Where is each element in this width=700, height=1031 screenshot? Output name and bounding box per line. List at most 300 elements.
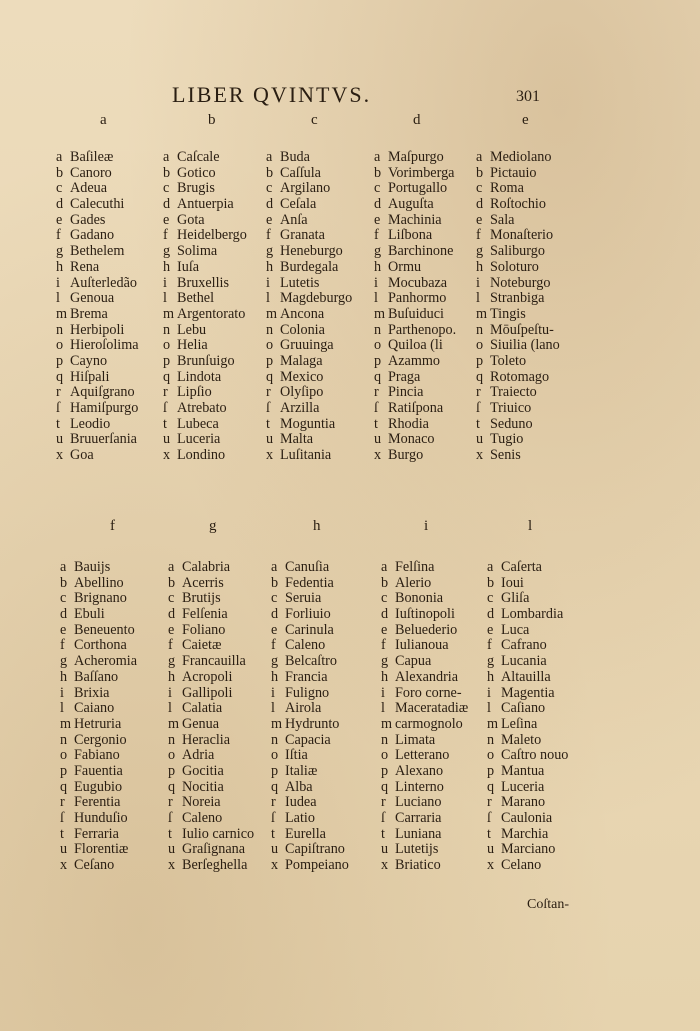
list-item bbox=[163, 260, 247, 276]
list-item bbox=[374, 307, 456, 323]
entry-key: g bbox=[56, 243, 64, 260]
list-item bbox=[271, 748, 349, 764]
entry-key: m bbox=[487, 715, 499, 732]
entry-name: carmognolo bbox=[395, 715, 463, 732]
entry-name: Hetruria bbox=[74, 715, 122, 732]
entry-key: m bbox=[374, 305, 386, 322]
column-letter-i: i bbox=[424, 518, 429, 534]
list-item bbox=[374, 228, 456, 244]
entry-key: b bbox=[271, 574, 279, 591]
list-item bbox=[374, 244, 456, 260]
entry-name: Marciano bbox=[501, 841, 556, 858]
list-item bbox=[60, 623, 137, 639]
entry-name: Linterno bbox=[395, 778, 444, 795]
entry-name: Buſuiduci bbox=[388, 305, 444, 322]
entry-key: e bbox=[266, 211, 273, 228]
entry-name: Alerio bbox=[395, 574, 432, 591]
entry-key: m bbox=[271, 715, 283, 732]
entry-key: i bbox=[271, 684, 275, 701]
entry-key: f bbox=[476, 227, 481, 244]
list-item bbox=[266, 323, 352, 339]
list-item bbox=[271, 701, 349, 717]
entry-key: u bbox=[381, 841, 389, 858]
list-item bbox=[168, 654, 254, 670]
list-item bbox=[266, 150, 352, 166]
entry-key: ſ bbox=[271, 810, 275, 826]
entry-name: Alexandria bbox=[395, 668, 459, 685]
entry-name: Ceſano bbox=[74, 857, 115, 874]
list-item bbox=[60, 827, 137, 843]
entry-key: h bbox=[487, 668, 495, 685]
entry-name: Soloturo bbox=[490, 258, 539, 275]
list-item bbox=[60, 591, 137, 607]
entry-name: Acropoli bbox=[182, 668, 233, 685]
entry-key: m bbox=[266, 305, 278, 322]
list-item bbox=[266, 276, 352, 292]
entry-key: m bbox=[381, 715, 393, 732]
entry-key: r bbox=[476, 384, 481, 401]
entry-name: Beneuento bbox=[74, 621, 135, 638]
list-item bbox=[168, 842, 254, 858]
entry-name: Capiſtrano bbox=[285, 841, 345, 858]
entry-key: m bbox=[56, 305, 68, 322]
list-item bbox=[266, 401, 352, 417]
entry-name: Mōuſpeſtu- bbox=[490, 321, 554, 338]
entry-name: Rena bbox=[70, 258, 100, 275]
list-item bbox=[60, 686, 137, 702]
entry-key: n bbox=[168, 731, 176, 748]
entry-name: Hunduſio bbox=[74, 810, 128, 826]
list-item bbox=[266, 197, 352, 213]
column-letter-c: c bbox=[311, 112, 318, 128]
list-item bbox=[271, 638, 349, 654]
entry-key: b bbox=[266, 164, 274, 181]
list-item bbox=[381, 560, 468, 576]
list-item bbox=[168, 638, 254, 654]
list-item bbox=[476, 276, 560, 292]
entry-key: c bbox=[163, 180, 170, 197]
entry-key: u bbox=[487, 841, 495, 858]
entry-key: e bbox=[163, 211, 170, 228]
list-item bbox=[487, 576, 568, 592]
entry-name: Goa bbox=[70, 447, 94, 464]
entry-name: Lebu bbox=[177, 321, 207, 338]
entry-key: b bbox=[168, 574, 176, 591]
entry-key: b bbox=[163, 164, 171, 181]
entry-key: u bbox=[271, 841, 279, 858]
list-item bbox=[487, 670, 568, 686]
entry-key: a bbox=[487, 559, 494, 575]
entry-key: d bbox=[163, 196, 171, 213]
entry-key: g bbox=[266, 243, 274, 260]
entry-name: Lubeca bbox=[177, 415, 219, 432]
entry-name: Caſſula bbox=[280, 164, 321, 181]
list-item bbox=[381, 576, 468, 592]
entry-name: Hiſpali bbox=[70, 368, 110, 385]
entry-key: g bbox=[381, 653, 389, 670]
entry-name: Letterano bbox=[395, 747, 450, 764]
entry-name: Azammo bbox=[388, 352, 441, 369]
entry-key: r bbox=[163, 384, 168, 401]
list-item bbox=[56, 291, 139, 307]
entry-name: Granata bbox=[280, 227, 325, 244]
entry-key: f bbox=[374, 227, 379, 244]
entry-key: u bbox=[476, 431, 484, 448]
entry-key: ſ bbox=[168, 810, 172, 826]
entry-name: Calecuthi bbox=[70, 196, 125, 213]
list-item bbox=[60, 858, 137, 874]
entry-key: ſ bbox=[56, 400, 60, 416]
entry-name: Anſa bbox=[280, 211, 308, 228]
entry-key: a bbox=[168, 559, 175, 575]
list-item bbox=[56, 197, 139, 213]
entry-name: Caietæ bbox=[182, 637, 222, 654]
list-item bbox=[266, 370, 352, 386]
entry-name: Seduno bbox=[490, 415, 533, 432]
entry-key: r bbox=[374, 384, 379, 401]
list-item bbox=[374, 323, 456, 339]
list-item bbox=[56, 417, 139, 433]
list-item bbox=[381, 638, 468, 654]
entry-key: p bbox=[163, 352, 171, 369]
list-item bbox=[266, 432, 352, 448]
list-item bbox=[271, 623, 349, 639]
list-item bbox=[163, 291, 247, 307]
entry-name: Hieroſolima bbox=[70, 337, 139, 354]
column-b bbox=[163, 150, 247, 464]
entry-name: Triuico bbox=[490, 400, 532, 416]
entry-key: o bbox=[56, 337, 64, 354]
entry-key: o bbox=[374, 337, 382, 354]
entry-key: e bbox=[168, 621, 175, 638]
list-item bbox=[56, 276, 139, 292]
entry-name: Magdeburgo bbox=[280, 290, 353, 307]
list-item bbox=[487, 795, 568, 811]
entry-name: Moguntia bbox=[280, 415, 336, 432]
list-item bbox=[476, 417, 560, 433]
entry-name: Celano bbox=[501, 857, 542, 874]
running-title: LIBER QVINTVS. bbox=[172, 82, 372, 107]
list-item bbox=[266, 291, 352, 307]
list-item bbox=[56, 150, 139, 166]
column-letter-d: d bbox=[413, 112, 421, 128]
entry-name: Magentia bbox=[501, 684, 555, 701]
entry-key: b bbox=[56, 164, 64, 181]
entry-name: Liſbona bbox=[388, 227, 433, 244]
list-item bbox=[60, 576, 137, 592]
list-item bbox=[487, 591, 568, 607]
entry-name: Heidelbergo bbox=[177, 227, 247, 244]
list-item bbox=[374, 448, 456, 464]
entry-key: h bbox=[271, 668, 279, 685]
entry-key: h bbox=[476, 258, 484, 275]
entry-name: Marano bbox=[501, 794, 546, 811]
list-item bbox=[266, 213, 352, 229]
entry-name: Gades bbox=[70, 211, 106, 228]
entry-key: r bbox=[381, 794, 386, 811]
entry-key: c bbox=[271, 590, 278, 607]
entry-key: q bbox=[168, 778, 176, 795]
entry-name: Gliſa bbox=[501, 590, 530, 607]
entry-name: Iſtia bbox=[285, 747, 308, 764]
entry-name: Noteburgo bbox=[490, 274, 551, 291]
list-item bbox=[374, 432, 456, 448]
entry-key: o bbox=[266, 337, 274, 354]
list-item bbox=[476, 291, 560, 307]
entry-name: Roſtochio bbox=[490, 196, 546, 213]
entry-key: a bbox=[271, 559, 278, 575]
column-letter-l: l bbox=[528, 518, 533, 534]
entry-key: q bbox=[374, 368, 382, 385]
list-item bbox=[487, 560, 568, 576]
list-item bbox=[266, 307, 352, 323]
list-item bbox=[476, 323, 560, 339]
entry-name: Iulianoua bbox=[395, 637, 449, 654]
entry-name: Mediolano bbox=[490, 149, 552, 165]
list-item bbox=[168, 670, 254, 686]
entry-name: Praga bbox=[388, 368, 421, 385]
entry-key: d bbox=[374, 196, 382, 213]
list-item bbox=[271, 686, 349, 702]
list-item bbox=[381, 858, 468, 874]
entry-key: f bbox=[487, 637, 492, 654]
entry-key: x bbox=[60, 857, 68, 874]
entry-key: c bbox=[487, 590, 494, 607]
entry-key: q bbox=[60, 778, 68, 795]
entry-name: Burdegala bbox=[280, 258, 339, 275]
list-item bbox=[56, 385, 139, 401]
list-item bbox=[168, 858, 254, 874]
entry-key: q bbox=[163, 368, 171, 385]
list-item bbox=[168, 795, 254, 811]
entry-key: f bbox=[168, 637, 173, 654]
column-letter-h: h bbox=[313, 518, 321, 534]
entry-name: Atrebato bbox=[177, 400, 227, 416]
entry-name: Parthenopo. bbox=[388, 321, 457, 338]
column-letter-a: a bbox=[100, 112, 107, 128]
entry-name: Lindota bbox=[177, 368, 222, 385]
list-item bbox=[374, 213, 456, 229]
list-item bbox=[381, 811, 468, 827]
entry-name: Graſignana bbox=[182, 841, 246, 858]
list-item bbox=[381, 764, 468, 780]
list-item bbox=[487, 638, 568, 654]
entry-name: Solima bbox=[177, 243, 218, 260]
list-item bbox=[163, 307, 247, 323]
entry-key: ſ bbox=[163, 400, 167, 416]
entry-name: Carinula bbox=[285, 621, 334, 638]
entry-name: Adeua bbox=[70, 180, 108, 197]
entry-name: Caſtro nouo bbox=[501, 747, 569, 764]
list-item bbox=[476, 197, 560, 213]
entry-name: Caulonia bbox=[501, 810, 553, 826]
entry-name: Felſenia bbox=[182, 606, 228, 623]
entry-name: Gota bbox=[177, 211, 205, 228]
entry-key: g bbox=[60, 653, 68, 670]
entry-key: h bbox=[266, 258, 274, 275]
entry-key: i bbox=[56, 274, 60, 291]
list-item bbox=[271, 670, 349, 686]
entry-name: Londino bbox=[177, 447, 226, 464]
list-item bbox=[163, 432, 247, 448]
entry-key: c bbox=[266, 180, 273, 197]
entry-key: d bbox=[168, 606, 176, 623]
list-item bbox=[271, 858, 349, 874]
list-item bbox=[476, 354, 560, 370]
entry-name: Lipſio bbox=[177, 384, 212, 401]
entry-name: Caſiano bbox=[501, 700, 546, 717]
column-i bbox=[381, 560, 468, 874]
entry-key: h bbox=[163, 258, 171, 275]
entry-key: b bbox=[476, 164, 484, 181]
entry-name: Arzilla bbox=[280, 400, 320, 416]
list-item bbox=[271, 827, 349, 843]
entry-name: Bruuerſania bbox=[70, 431, 137, 448]
entry-key: r bbox=[271, 794, 276, 811]
entry-name: Baſſano bbox=[74, 668, 119, 685]
entry-name: Lutetis bbox=[280, 274, 320, 291]
list-item bbox=[476, 181, 560, 197]
entry-name: Mantua bbox=[501, 762, 545, 779]
entry-name: Mocubaza bbox=[388, 274, 448, 291]
list-item bbox=[476, 228, 560, 244]
entry-name: Pictauio bbox=[490, 164, 537, 181]
entry-name: Forliuio bbox=[285, 606, 331, 623]
entry-key: u bbox=[56, 431, 64, 448]
entry-name: Pincia bbox=[388, 384, 424, 401]
entry-key: q bbox=[476, 368, 484, 385]
entry-name: Brema bbox=[70, 305, 108, 322]
entry-key: n bbox=[56, 321, 64, 338]
list-item bbox=[163, 417, 247, 433]
entry-key: t bbox=[381, 825, 385, 842]
entry-name: Roma bbox=[490, 180, 524, 197]
entry-name: Francia bbox=[285, 668, 328, 685]
list-item bbox=[60, 717, 137, 733]
entry-key: c bbox=[476, 180, 483, 197]
page-header bbox=[0, 82, 700, 112]
entry-name: Florentiæ bbox=[74, 841, 129, 858]
entry-key: d bbox=[56, 196, 64, 213]
entry-name: Latio bbox=[285, 810, 315, 826]
entry-key: t bbox=[271, 825, 275, 842]
entry-key: ſ bbox=[476, 400, 480, 416]
list-item bbox=[374, 181, 456, 197]
list-item bbox=[60, 795, 137, 811]
entry-key: i bbox=[163, 274, 167, 291]
list-item bbox=[56, 323, 139, 339]
entry-key: t bbox=[56, 415, 60, 432]
list-item bbox=[271, 842, 349, 858]
entry-key: u bbox=[374, 431, 382, 448]
column-e bbox=[476, 150, 560, 464]
entry-name: Acheromia bbox=[74, 653, 138, 670]
entry-key: p bbox=[60, 762, 68, 779]
entry-key: h bbox=[56, 258, 64, 275]
list-item bbox=[381, 670, 468, 686]
entry-key: d bbox=[381, 606, 389, 623]
list-item bbox=[163, 244, 247, 260]
list-item bbox=[374, 401, 456, 417]
entry-key: e bbox=[381, 621, 388, 638]
list-item bbox=[381, 717, 468, 733]
entry-key: n bbox=[381, 731, 389, 748]
entry-name: Iulio carnico bbox=[182, 825, 255, 842]
entry-name: Abellino bbox=[74, 574, 124, 591]
list-item bbox=[487, 842, 568, 858]
entry-name: Noreia bbox=[182, 794, 221, 811]
list-item bbox=[163, 323, 247, 339]
list-item bbox=[163, 338, 247, 354]
entry-name: Aquiſgrano bbox=[70, 384, 135, 401]
entry-name: Gallipoli bbox=[182, 684, 233, 701]
entry-key: i bbox=[60, 684, 64, 701]
list-item bbox=[266, 338, 352, 354]
list-item bbox=[168, 811, 254, 827]
entry-key: x bbox=[271, 857, 279, 874]
list-item bbox=[476, 166, 560, 182]
list-item bbox=[60, 701, 137, 717]
entry-key: o bbox=[60, 747, 68, 764]
list-item bbox=[476, 370, 560, 386]
entry-key: p bbox=[374, 352, 382, 369]
entry-key: m bbox=[163, 305, 175, 322]
entry-name: Olyſipo bbox=[280, 384, 324, 401]
entry-name: Luca bbox=[501, 621, 530, 638]
entry-key: f bbox=[271, 637, 276, 654]
list-item bbox=[163, 197, 247, 213]
entry-name: Traiecto bbox=[490, 384, 537, 401]
entry-name: Felſina bbox=[395, 559, 435, 575]
entry-key: ſ bbox=[60, 810, 64, 826]
entry-key: g bbox=[476, 243, 484, 260]
entry-name: Bononia bbox=[395, 590, 444, 607]
entry-key: n bbox=[476, 321, 484, 338]
entry-key: ſ bbox=[374, 400, 378, 416]
entry-name: Lombardia bbox=[501, 606, 564, 623]
entry-name: Alexano bbox=[395, 762, 444, 779]
column-l bbox=[487, 560, 568, 874]
entry-name: Monaco bbox=[388, 431, 435, 448]
list-item bbox=[56, 166, 139, 182]
list-item bbox=[60, 560, 137, 576]
entry-key: r bbox=[60, 794, 65, 811]
entry-name: Stranbiga bbox=[490, 290, 545, 307]
entry-name: Argilano bbox=[280, 180, 331, 197]
entry-name: Saliburgo bbox=[490, 243, 545, 260]
entry-name: Caſcale bbox=[177, 149, 220, 165]
list-item bbox=[487, 827, 568, 843]
entry-name: Luniana bbox=[395, 825, 442, 842]
entry-name: Gotico bbox=[177, 164, 216, 181]
entry-key: p bbox=[56, 352, 64, 369]
column-g bbox=[168, 560, 254, 874]
list-item bbox=[374, 417, 456, 433]
list-item bbox=[163, 213, 247, 229]
entry-name: Ioui bbox=[501, 574, 524, 591]
entry-key: i bbox=[487, 684, 491, 701]
entry-key: p bbox=[381, 762, 389, 779]
entry-name: Luceria bbox=[177, 431, 221, 448]
column-h bbox=[271, 560, 349, 874]
list-item bbox=[476, 213, 560, 229]
list-item bbox=[487, 654, 568, 670]
list-item bbox=[163, 228, 247, 244]
entry-name: Iuſa bbox=[177, 258, 200, 275]
list-item bbox=[60, 811, 137, 827]
list-item bbox=[381, 623, 468, 639]
list-item bbox=[476, 244, 560, 260]
